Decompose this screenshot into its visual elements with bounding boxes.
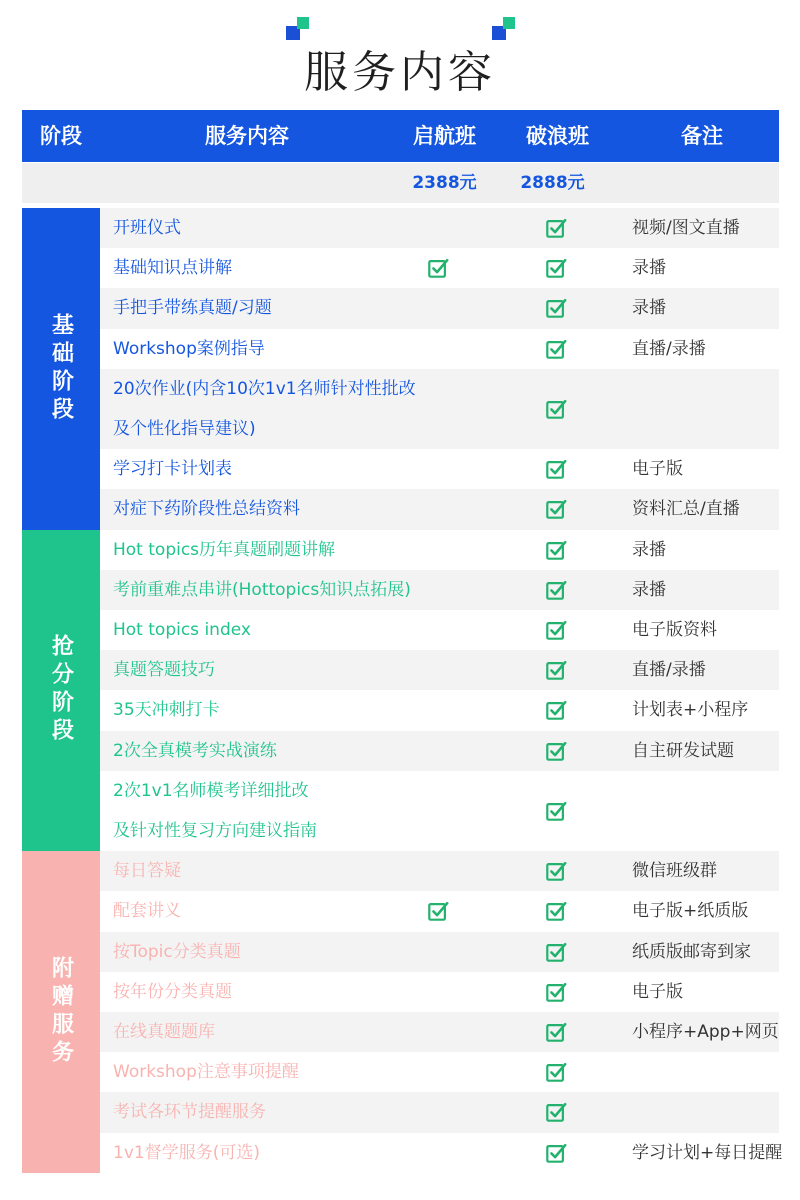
service-name: 35天冲刺打卡 — [113, 700, 220, 721]
stage-block — [22, 851, 100, 1173]
check-box-icon — [545, 659, 567, 681]
table-row — [100, 891, 779, 931]
check-box-icon — [545, 257, 567, 279]
service-name: Hot topics历年真题刷题讲解 — [113, 539, 336, 560]
check-box-icon — [545, 398, 567, 420]
check-box-icon — [545, 900, 567, 922]
service-note: 微信班级群 — [632, 861, 717, 882]
check-box-icon — [545, 981, 567, 1003]
header-plan-a: 启航班 — [413, 124, 476, 148]
table-row — [100, 449, 779, 489]
service-note: 计划表+小程序 — [632, 700, 749, 721]
service-name-line2: 及针对性复习方向建议指南 — [113, 820, 317, 841]
check-box-icon — [545, 800, 567, 822]
table-row — [100, 489, 779, 529]
table-row — [100, 1012, 779, 1052]
check-box-icon — [545, 498, 567, 520]
check-box-icon — [545, 1142, 567, 1164]
service-name: 每日答疑 — [113, 861, 181, 882]
header-plan-b: 破浪班 — [526, 124, 589, 148]
stage-block — [22, 208, 100, 530]
service-name: 基础知识点讲解 — [113, 258, 232, 279]
check-box-icon — [545, 539, 567, 561]
check-box-icon — [545, 740, 567, 762]
stage-block — [22, 530, 100, 852]
table-row — [100, 530, 779, 570]
service-note: 小程序+App+网页 — [632, 1022, 779, 1043]
table-row — [100, 1092, 779, 1132]
table-row — [100, 731, 779, 771]
decor-square-icon — [503, 17, 515, 29]
service-note: 录播 — [632, 258, 666, 279]
table-row — [100, 208, 779, 248]
service-name: 2次1v1名师模考详细批改 — [113, 780, 309, 801]
page-title: 服务内容 — [304, 47, 496, 98]
service-name: 1v1督学服务(可选) — [113, 1142, 260, 1163]
check-box-icon — [545, 1021, 567, 1043]
table-row — [100, 932, 779, 972]
header-stage: 阶段 — [40, 124, 82, 148]
check-box-icon — [545, 941, 567, 963]
service-name: 考前重难点串讲(Hottopics知识点拓展) — [113, 579, 411, 600]
table-row — [100, 570, 779, 610]
service-name: Workshop案例指导 — [113, 338, 265, 359]
price-row — [22, 163, 779, 203]
service-name: 真题答题技巧 — [113, 660, 215, 681]
table-header — [22, 110, 779, 162]
stage-label: 附赠服务 — [48, 955, 74, 1068]
service-name: 开班仪式 — [113, 218, 181, 238]
service-name: Hot topics index — [113, 620, 251, 640]
service-note: 自主研发试题 — [632, 740, 734, 761]
service-note: 电子版+纸质版 — [632, 901, 749, 922]
table-row — [100, 248, 779, 288]
stage-label: 抢分阶段 — [48, 634, 74, 747]
service-name: 考试各环节提醒服务 — [113, 1102, 266, 1123]
check-box-icon — [545, 699, 567, 721]
check-box-icon — [545, 297, 567, 319]
service-name: 20次作业(内含10次1v1名师针对性批改 — [113, 378, 416, 399]
service-note: 学习计划+每日提醒 — [632, 1142, 783, 1163]
service-name: 手把手带练真题/习题 — [113, 298, 272, 319]
service-note: 直播/录播 — [632, 660, 706, 681]
service-note: 直播/录播 — [632, 338, 706, 359]
service-note: 电子版 — [632, 981, 683, 1002]
service-name: 对症下药阶段性总结资料 — [113, 499, 300, 520]
check-box-icon — [545, 338, 567, 360]
check-box-icon — [545, 579, 567, 601]
check-box-icon — [427, 900, 449, 922]
service-note: 录播 — [632, 539, 666, 560]
table-row — [100, 610, 779, 650]
service-name: 在线真题题库 — [113, 1022, 215, 1042]
table-row — [100, 369, 779, 449]
table-row — [100, 972, 779, 1012]
check-box-icon — [545, 217, 567, 239]
service-note: 电子版资料 — [632, 620, 717, 641]
service-name-line2: 及个性化指导建议) — [113, 418, 256, 439]
table-row — [100, 329, 779, 369]
table-row — [100, 1052, 779, 1092]
service-name: 配套讲义 — [113, 901, 181, 922]
service-name: 学习打卡计划表 — [113, 459, 232, 480]
table-row — [100, 690, 779, 730]
check-box-icon — [545, 458, 567, 480]
service-name: 按年份分类真题 — [113, 981, 232, 1002]
table-row — [100, 650, 779, 690]
table-row — [100, 771, 779, 851]
service-note: 资料汇总/直播 — [632, 499, 740, 520]
service-name: 2次全真模考实战演练 — [113, 740, 277, 761]
check-box-icon — [545, 1061, 567, 1083]
service-name: 按Topic分类真题 — [113, 941, 241, 962]
service-note: 纸质版邮寄到家 — [632, 941, 751, 962]
table-row — [100, 851, 779, 891]
header-content: 服务内容 — [205, 124, 289, 148]
check-box-icon — [545, 1101, 567, 1123]
price-plan-b: 2888元 — [520, 173, 585, 193]
service-note: 录播 — [632, 298, 666, 319]
service-name: Workshop注意事项提醒 — [113, 1062, 299, 1083]
check-box-icon — [545, 619, 567, 641]
service-note: 视频/图文直播 — [632, 218, 740, 239]
service-note: 电子版 — [632, 459, 683, 480]
table-row — [100, 288, 779, 328]
price-plan-a: 2388元 — [412, 173, 477, 193]
title-area — [0, 0, 800, 110]
header-notes: 备注 — [681, 124, 723, 148]
stage-label: 基础阶段 — [48, 312, 74, 425]
decor-square-icon — [297, 17, 309, 29]
service-note: 录播 — [632, 579, 666, 600]
check-box-icon — [545, 860, 567, 882]
check-box-icon — [427, 257, 449, 279]
table-row — [100, 1133, 783, 1173]
